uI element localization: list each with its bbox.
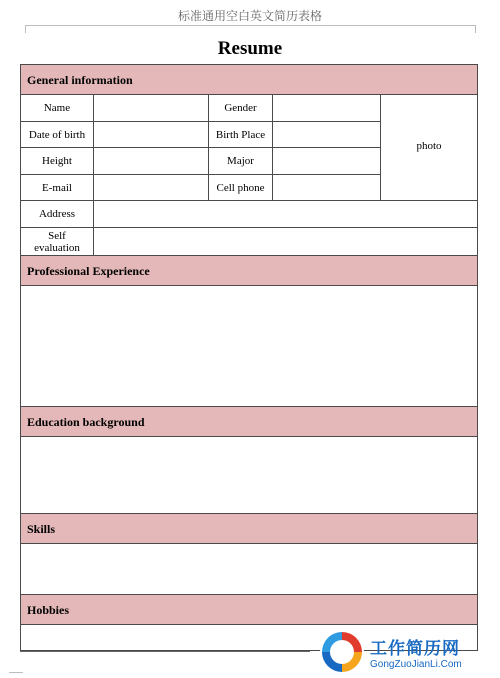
watermark-logo — [316, 626, 500, 678]
watermark-logo-icon — [316, 626, 368, 678]
section-professional-experience: Professional Experience — [21, 256, 478, 286]
resume-table — [20, 64, 478, 651]
gender-field[interactable] — [273, 95, 381, 122]
label-gender: Gender — [209, 95, 273, 122]
section-hobbies: Hobbies — [21, 595, 478, 625]
label-name: Name — [21, 95, 94, 122]
address-field[interactable] — [94, 201, 478, 228]
photo-box[interactable]: photo — [381, 95, 478, 201]
cell-phone-field[interactable] — [273, 175, 381, 201]
label-date-of-birth: Date of birth — [21, 122, 94, 148]
height-field[interactable] — [94, 148, 209, 175]
skills-field[interactable] — [21, 544, 478, 595]
footer-margin-mark — [9, 672, 23, 673]
header-margin-mark-left — [25, 25, 26, 33]
document-header: 标准通用空白英文简历表格 — [177, 9, 322, 23]
label-email: E-mail — [21, 175, 94, 201]
section-education-background: Education background — [21, 407, 478, 437]
name-field[interactable] — [94, 95, 209, 122]
header-margin-mark-right — [475, 25, 476, 33]
table-bottom-rule — [20, 651, 310, 652]
section-general-information: General information — [21, 65, 478, 95]
label-major: Major — [209, 148, 273, 175]
date-of-birth-field[interactable] — [94, 122, 209, 148]
watermark-text-en: GongZuoJianLi.Com — [370, 659, 462, 670]
watermark-text-cn: 工作简历网 — [370, 639, 460, 659]
label-height: Height — [21, 148, 94, 175]
birth-place-field[interactable] — [273, 122, 381, 148]
page-title: Resume — [217, 38, 283, 59]
label-address: Address — [21, 201, 94, 228]
self-evaluation-field[interactable] — [94, 228, 478, 256]
label-birth-place: Birth Place — [209, 122, 273, 148]
education-background-field[interactable] — [21, 437, 478, 514]
label-self-evaluation: Self evaluation — [21, 228, 94, 256]
major-field[interactable] — [273, 148, 381, 175]
header-rule — [25, 25, 475, 26]
section-skills: Skills — [21, 514, 478, 544]
email-field[interactable] — [94, 175, 209, 201]
label-cell-phone: Cell phone — [209, 175, 273, 201]
professional-experience-field[interactable] — [21, 286, 478, 407]
